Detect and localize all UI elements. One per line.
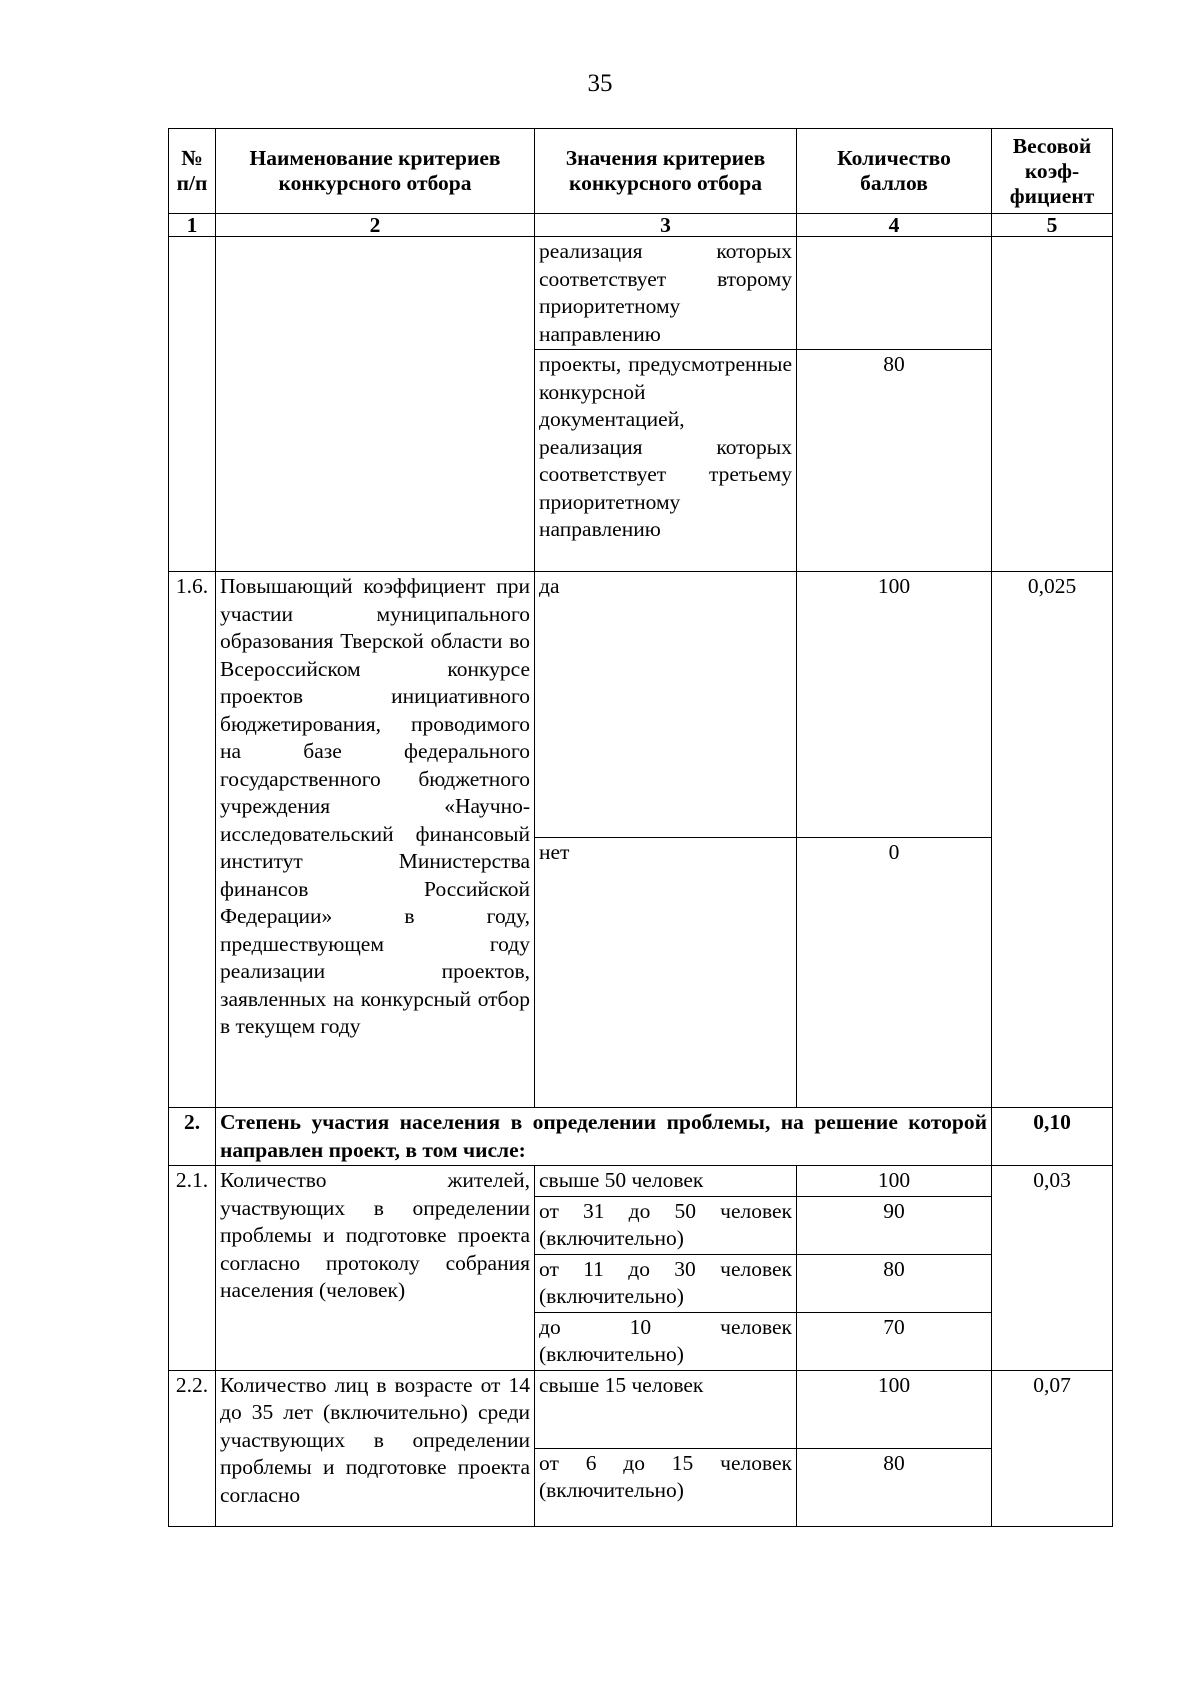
row-1-6-option-score: 0	[797, 838, 992, 1108]
row-2-1-option-value: от 11 до 30 человек (включительно)	[535, 1254, 797, 1312]
row-2-1-option-score: 100	[797, 1166, 992, 1197]
cell-name-empty	[216, 237, 535, 572]
cell-num-empty	[169, 237, 216, 572]
section-row	[169, 1108, 1113, 1166]
column-number: 4	[797, 214, 992, 237]
row-2-2-num: 2.2.	[169, 1370, 216, 1526]
table-row	[169, 1370, 1113, 1448]
column-number: 2	[216, 214, 535, 237]
row-2-2-option-value: свыше 15 человек	[535, 1370, 797, 1448]
row-2-2-name: Количество лиц в возрасте от 14 до 35 лет (включительно) среди участвующих в определении проблемы и подготовке проекта согласно	[216, 1370, 535, 1526]
row-2-1-option-score: 90	[797, 1196, 992, 1254]
column-number: 3	[535, 214, 797, 237]
column-number: 5	[992, 214, 1113, 237]
row-2-1-name: Количество жителей, участвующих в определении проблемы и подготовке проекта согласно протоколу собрания населения (человек)	[216, 1166, 535, 1371]
continuation-score-b: 80	[797, 350, 992, 572]
section-2-num: 2.	[169, 1108, 216, 1166]
table-row	[169, 572, 1113, 838]
table-row	[169, 1166, 1113, 1197]
section-2-weight: 0,10	[992, 1108, 1113, 1166]
page-number: 35	[587, 70, 613, 97]
row-1-6-weight: 0,025	[992, 572, 1113, 1108]
table-row	[169, 237, 1113, 350]
continuation-value-a: реализация которых соответствует второму приоритетному направлению	[535, 237, 797, 350]
row-1-6-option-value: нет	[535, 838, 797, 1108]
row-1-6-name: Повышающий коэффициент при участии муниципального образования Тверской области во Всероссийском конкурсе проектов инициативного бюджетирования, проводимого на базе федерального государственного бюджетного учреждения «Научно-исследовательский финансовый институт Министерства финансов Российской Федерации» в году, предшествующем году реализации проектов, заявленных на конкурсный отбор в текущем году	[216, 572, 535, 1108]
header-name: Наименование критериев конкурсного отбора	[216, 129, 535, 214]
row-1-6-num: 1.6.	[169, 572, 216, 1108]
row-2-1-option-value: до 10 человек (включительно)	[535, 1312, 797, 1370]
row-2-1-option-score: 70	[797, 1312, 992, 1370]
table-header-row	[169, 129, 1113, 214]
row-2-1-weight: 0,03	[992, 1166, 1113, 1371]
section-2-title: Степень участия населения в определении проблемы, на решение которой направлен проект, в том числе:	[216, 1108, 992, 1166]
row-2-2-weight: 0,07	[992, 1370, 1113, 1526]
header-value: Значения критериев конкурсного отбора	[535, 129, 797, 214]
continuation-value-b: проекты, предусмотренные конкурсной документацией, реализация которых соответствует третьему приоритетному направлению	[535, 350, 797, 572]
row-1-6-option-score: 100	[797, 572, 992, 838]
cell-weight-empty	[992, 237, 1113, 572]
header-num: № п/п	[169, 129, 216, 214]
column-number-row	[169, 214, 1113, 237]
row-2-2-option-score: 80	[797, 1448, 992, 1526]
row-2-1-num: 2.1.	[169, 1166, 216, 1371]
row-1-6-option-value: да	[535, 572, 797, 838]
header-score: Количество баллов	[797, 129, 992, 214]
row-2-1-option-value: свыше 50 человек	[535, 1166, 797, 1197]
column-number: 1	[169, 214, 216, 237]
header-weight: Весовой коэф-фициент	[992, 129, 1113, 214]
row-2-1-option-value: от 31 до 50 человек (включительно)	[535, 1196, 797, 1254]
row-2-2-option-value: от 6 до 15 человек (включительно)	[535, 1448, 797, 1526]
row-2-1-option-score: 80	[797, 1254, 992, 1312]
row-2-2-option-score: 100	[797, 1370, 992, 1448]
continuation-score-a	[797, 237, 992, 350]
criteria-table	[168, 128, 1113, 1527]
